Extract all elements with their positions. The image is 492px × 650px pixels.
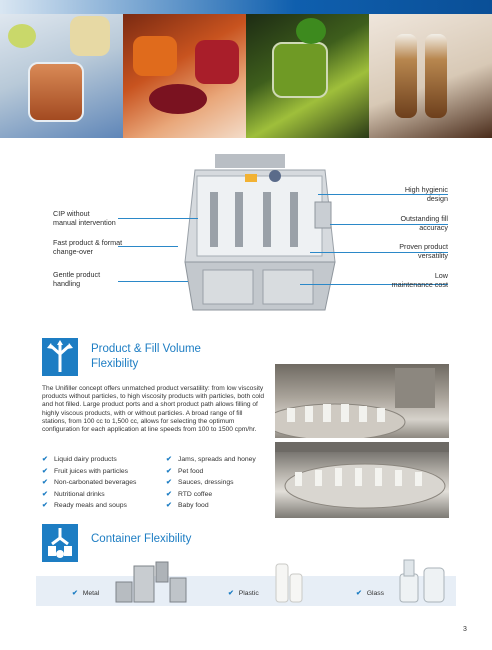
list-item — [42, 500, 136, 512]
photo-pesto — [246, 14, 369, 138]
photo-filling-line-bottom — [275, 442, 449, 518]
check-icon: ✔ — [166, 479, 172, 486]
product-list-col2 — [166, 454, 256, 512]
check-icon: ✔ — [42, 502, 48, 509]
callout-fill-accuracy: Outstanding fill accuracy — [400, 214, 448, 232]
photo-rtd-coffee — [369, 14, 492, 138]
list-item-label: Nutritional drinks — [54, 490, 105, 498]
container-label-plastic — [228, 589, 259, 597]
check-icon: ✔ — [356, 590, 362, 597]
list-item — [166, 466, 256, 478]
photo-jams — [123, 14, 246, 138]
list-item — [166, 489, 256, 501]
callout-product-versatility: Proven product versatility — [399, 242, 448, 260]
section-title-product-flexibility — [91, 342, 201, 372]
check-icon: ✔ — [166, 467, 172, 475]
callout-hygienic-design: High hygienic design — [404, 185, 448, 203]
list-item-label: Sauces, dressings — [178, 479, 234, 486]
container-flexibility-icon — [42, 524, 78, 562]
product-list-col1 — [42, 454, 136, 512]
list-item — [42, 489, 136, 501]
list-item-label: Jams, spreads and honey — [178, 456, 256, 463]
list-item-label: Baby food — [178, 502, 209, 509]
list-item — [166, 477, 256, 489]
list-item — [166, 500, 256, 512]
callout-line — [118, 281, 188, 282]
callout-maintenance-cost: Low maintenance cost — [391, 271, 448, 289]
list-item-label: RTD coffee — [178, 490, 213, 498]
container-label-text: Metal — [82, 590, 100, 597]
list-item-label: Fruit juices with particles — [54, 467, 129, 475]
container-label-metal — [72, 589, 99, 597]
callout-cip: CIP without manual intervention — [53, 209, 116, 227]
section-title-line: Product & Fill Volume — [91, 343, 201, 355]
arrows-split-icon — [42, 338, 78, 376]
list-item — [42, 466, 136, 478]
list-item-label: Ready meals and soups — [54, 502, 127, 509]
list-item — [42, 477, 136, 489]
callout-changeover: Fast product & format change-over — [53, 238, 123, 256]
check-icon: ✔ — [42, 456, 48, 463]
container-label-text: Glass — [366, 590, 385, 597]
list-item — [166, 454, 256, 466]
photo-filling-line-top — [275, 364, 449, 438]
container-label-glass — [356, 589, 384, 597]
page-number: 3 — [463, 626, 467, 633]
check-icon: ✔ — [42, 467, 48, 475]
list-item-label: Liquid dairy products — [54, 456, 117, 463]
section-title-container-flexibility: Container Flexibility — [91, 533, 192, 545]
glass-jars-image — [396, 556, 448, 604]
section-title-line: Flexibility — [91, 358, 139, 370]
metal-cans-image — [112, 558, 192, 604]
check-icon: ✔ — [42, 479, 48, 486]
check-icon: ✔ — [166, 502, 172, 509]
unifiller-machine-illustration — [175, 152, 340, 322]
callout-gentle-handling: Gentle product handling — [53, 270, 101, 288]
list-item-label: Pet food — [178, 467, 204, 475]
product-flexibility-body: The Unifiller concept offers unmatched product versatility: from low viscosity products without particles, to high viscosity products with particles, both cold and hot filled. Large product ports and a short product path allows filling of highly viscous products, with or without particles. A broad range of fill stations, from 100 cc to 1,500 cc, allows for selecting the optimum configuration for each application at line speeds from 100 to 1500 cpm/hr. — [42, 385, 265, 434]
header-rule — [0, 0, 492, 14]
photo-baby-food — [0, 14, 123, 138]
plastic-bottles-image — [272, 558, 306, 604]
check-icon: ✔ — [72, 590, 78, 597]
check-icon: ✔ — [166, 456, 172, 463]
list-item — [42, 454, 136, 466]
container-label-text: Plastic — [238, 590, 259, 597]
callout-line — [118, 246, 178, 247]
callout-line — [118, 218, 198, 219]
hero-photo-strip — [0, 14, 492, 138]
check-icon: ✔ — [166, 490, 172, 498]
check-icon: ✔ — [228, 590, 234, 597]
check-icon: ✔ — [42, 490, 48, 498]
list-item-label: Non-carbonated beverages — [54, 479, 137, 486]
